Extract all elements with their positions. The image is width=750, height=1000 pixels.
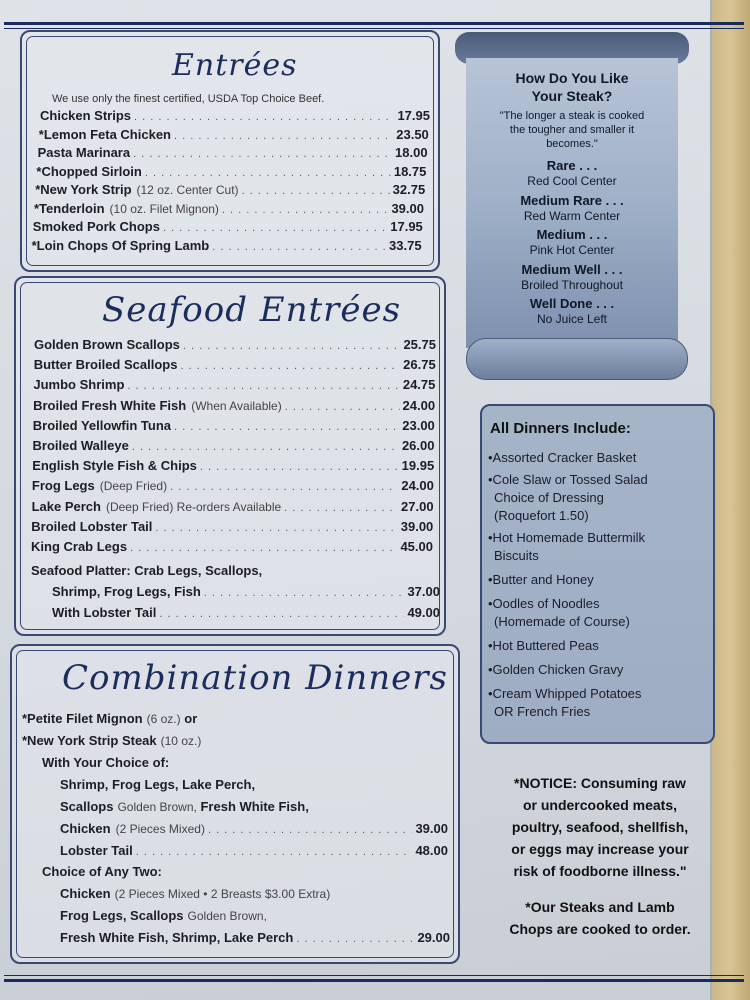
menu-item <box>40 108 430 123</box>
seafood-title: Seafood Entrées <box>102 290 402 330</box>
menu-price: 24.00 <box>402 397 436 413</box>
menu-price: 33.75 <box>389 237 422 253</box>
menu-price: 39.00 <box>391 200 424 216</box>
seafood-platter-row: Shrimp, Frog Legs, Fish . . . 37.00 <box>52 584 440 599</box>
menu-item <box>39 127 429 142</box>
dinners-include-item: OR French Fries <box>494 704 591 719</box>
steak-level-desc: No Juice Left <box>536 312 608 326</box>
dinners-include-item: Choice of Dressing <box>494 490 604 505</box>
menu-item-name: Butter Broiled Scallops <box>33 357 178 373</box>
menu-item <box>32 238 422 253</box>
menu-price: 25.75 <box>403 337 436 352</box>
menu-item-name: Smoked Pork Chops <box>32 219 160 234</box>
menu-price: 18.75 <box>393 163 427 179</box>
menu-item-name: *Chopped Sirloin <box>36 163 142 179</box>
menu-item-note: (10 oz. Filet Mignon) <box>109 201 219 216</box>
dinners-include-item: (Roquefort 1.50) <box>494 508 589 523</box>
dinners-include-item: •Cole Slaw or Tossed Salad <box>488 472 648 487</box>
menu-price: 26.75 <box>403 357 436 373</box>
menu-item <box>33 219 423 234</box>
dinners-include-item: •Hot Buttered Peas <box>488 638 599 653</box>
steak-level-desc: Pink Hot Center <box>529 243 615 257</box>
menu-item-note: (12 oz. Center Cut) <box>136 183 239 197</box>
menu-price: 23.00 <box>402 417 435 433</box>
dinners-include-item: •Oodles of Noodles <box>488 596 600 611</box>
menu-item-name: Pasta Marinara <box>37 145 131 160</box>
menu-item-name: *Lemon Feta Chicken <box>38 126 171 142</box>
seafood-section <box>14 276 446 636</box>
menu-price: 24.75 <box>402 377 436 393</box>
dinners-include-item: •Butter and Honey <box>488 572 594 587</box>
menu-item <box>35 182 425 197</box>
combination-choice2: Scallops Golden Brown, Fresh White Fish, <box>60 799 309 814</box>
combination-any-two: Choice of Any Two: <box>42 864 162 879</box>
menu-item-note: (When Available) <box>191 398 282 413</box>
menu-item <box>33 398 435 413</box>
combination-line2: *New York Strip Steak (10 oz.) <box>22 733 202 748</box>
menu-price: 17.95 <box>390 219 423 234</box>
steak-guide-quote3: becomes." <box>546 138 598 150</box>
menu-price: 26.00 <box>401 438 435 453</box>
menu-price: 39.00 <box>415 821 448 836</box>
entrees-subtitle: We use only the finest certified, USDA Top Choice Beef. <box>52 93 325 105</box>
menu-price: 27.00 <box>401 498 434 514</box>
dinners-include-item: •Golden Chicken Gravy <box>488 662 624 677</box>
menu-price: 17.95 <box>397 108 430 123</box>
entrees-title: Entrées <box>172 48 298 83</box>
combination-choice4: Lobster Tail . . . 48.00 <box>60 843 448 858</box>
steak-guide-title2: Your Steak? <box>531 88 613 104</box>
menu-item <box>32 458 434 473</box>
steak-level-desc: Broiled Throughout <box>521 277 623 292</box>
menu-item <box>32 499 434 514</box>
menu-item-note: (Deep Fried) <box>99 479 168 494</box>
menu-item <box>34 337 436 352</box>
menu-item-name: *Tenderloin <box>34 200 105 216</box>
steak-level-name: Rare . . . <box>546 158 598 173</box>
menu-item <box>36 164 426 179</box>
seafood-platter-line1: Seafood Platter: Crab Legs, Scallops, <box>31 563 263 578</box>
menu-price: 23.50 <box>396 126 429 142</box>
menu-price: 19.95 <box>401 458 435 474</box>
menu-price: 37.00 <box>407 584 440 599</box>
steak-level-name: Medium Rare . . . <box>520 192 624 208</box>
combination-choice1: Shrimp, Frog Legs, Lake Perch, <box>60 777 256 792</box>
menu-price: 49.00 <box>407 605 440 620</box>
menu-price: 39.00 <box>400 518 434 534</box>
menu-item-name: Jumbo Shrimp <box>33 377 125 393</box>
seafood-lobster-row: With Lobster Tail . . . 49.00 <box>52 605 440 620</box>
steak-level-desc: Red Cool Center <box>527 174 617 188</box>
steak-guide-quote2: the tougher and smaller it <box>509 124 635 136</box>
cooked-to-order-note: *Our Steaks and Lamb Chops are cooked to order. <box>509 899 691 937</box>
dinners-include-title: All Dinners Include: <box>490 420 631 437</box>
combination-two3: Fresh White Fish, Shrimp, Lake Perch . . . 29.00 <box>60 930 450 945</box>
health-notice: *NOTICE: Consuming raw or undercooked meats, poultry, seafood, shellfish, or eggs may increase your risk of foodborne illness." <box>511 775 689 879</box>
steak-guide-title1: How Do You Like <box>515 70 629 86</box>
combination-choice3: Chicken (2 Pieces Mixed) . . . 39.00 <box>60 821 448 836</box>
menu-item <box>33 377 435 392</box>
menu-item-name: Broiled Yellowfin Tuna <box>32 417 171 433</box>
combination-line1: *Petite Filet Mignon (6 oz.) or <box>22 711 198 726</box>
menu-item-note: (Deep Fried) Re-orders Available <box>105 499 282 514</box>
dinners-include-item: •Assorted Cracker Basket <box>488 450 637 465</box>
menu-price: 24.00 <box>401 478 434 494</box>
menu-item-name: *Loin Chops Of Spring Lamb <box>31 237 210 253</box>
dinners-include-item: •Cream Whipped Potatoes <box>488 686 642 701</box>
menu-item-name: Broiled Fresh White Fish <box>33 397 187 413</box>
menu-item-name: English Style Fish & Chips <box>32 458 197 474</box>
steak-level-name: Well Done . . . <box>529 296 615 311</box>
menu-price: 29.00 <box>417 930 450 945</box>
menu-item-name: Frog Legs <box>31 478 95 494</box>
menu-item-name: King Crab Legs <box>31 539 128 554</box>
menu-price: 45.00 <box>400 539 433 554</box>
menu-item-name: Lake Perch <box>31 498 101 514</box>
dinners-include-item: Biscuits <box>494 548 539 563</box>
combination-two1: Chicken (2 Pieces Mixed • 2 Breasts $3.00 Extra) <box>60 886 331 901</box>
steak-level-desc: Red Warm Center <box>523 208 621 223</box>
menu-item-name: Broiled Walleye <box>32 438 129 453</box>
combination-title: Combination Dinners <box>62 658 448 698</box>
combination-with-choice: With Your Choice of: <box>42 755 170 770</box>
menu-item <box>38 145 428 160</box>
menu-item <box>34 201 424 216</box>
dinners-include-item: •Hot Homemade Buttermilk <box>488 530 645 545</box>
menu-price: 48.00 <box>415 843 448 858</box>
menu-item-name: Broiled Lobster Tail <box>31 518 153 534</box>
menu-item <box>33 418 435 433</box>
menu-item <box>31 539 433 554</box>
menu-price: 18.00 <box>395 145 428 160</box>
menu-item <box>31 519 433 534</box>
menu-item <box>33 438 435 453</box>
menu-item-name: *New York Strip <box>35 182 132 197</box>
menu-item-name: Chicken Strips <box>40 108 132 123</box>
menu-item <box>32 478 434 493</box>
menu-price: 32.75 <box>392 182 426 197</box>
menu-item <box>34 357 436 372</box>
scroll-bottom-curl <box>466 338 688 380</box>
menu-item-name: Golden Brown Scallops <box>34 337 180 352</box>
steak-guide-quote1: "The longer a steak is cooked <box>499 110 645 122</box>
dinners-include-item: (Homemade of Course) <box>494 614 630 629</box>
combination-two2: Frog Legs, Scallops Golden Brown, <box>60 908 267 923</box>
steak-level-name: Medium . . . <box>536 227 608 242</box>
steak-level-name: Medium Well . . . <box>521 261 623 277</box>
